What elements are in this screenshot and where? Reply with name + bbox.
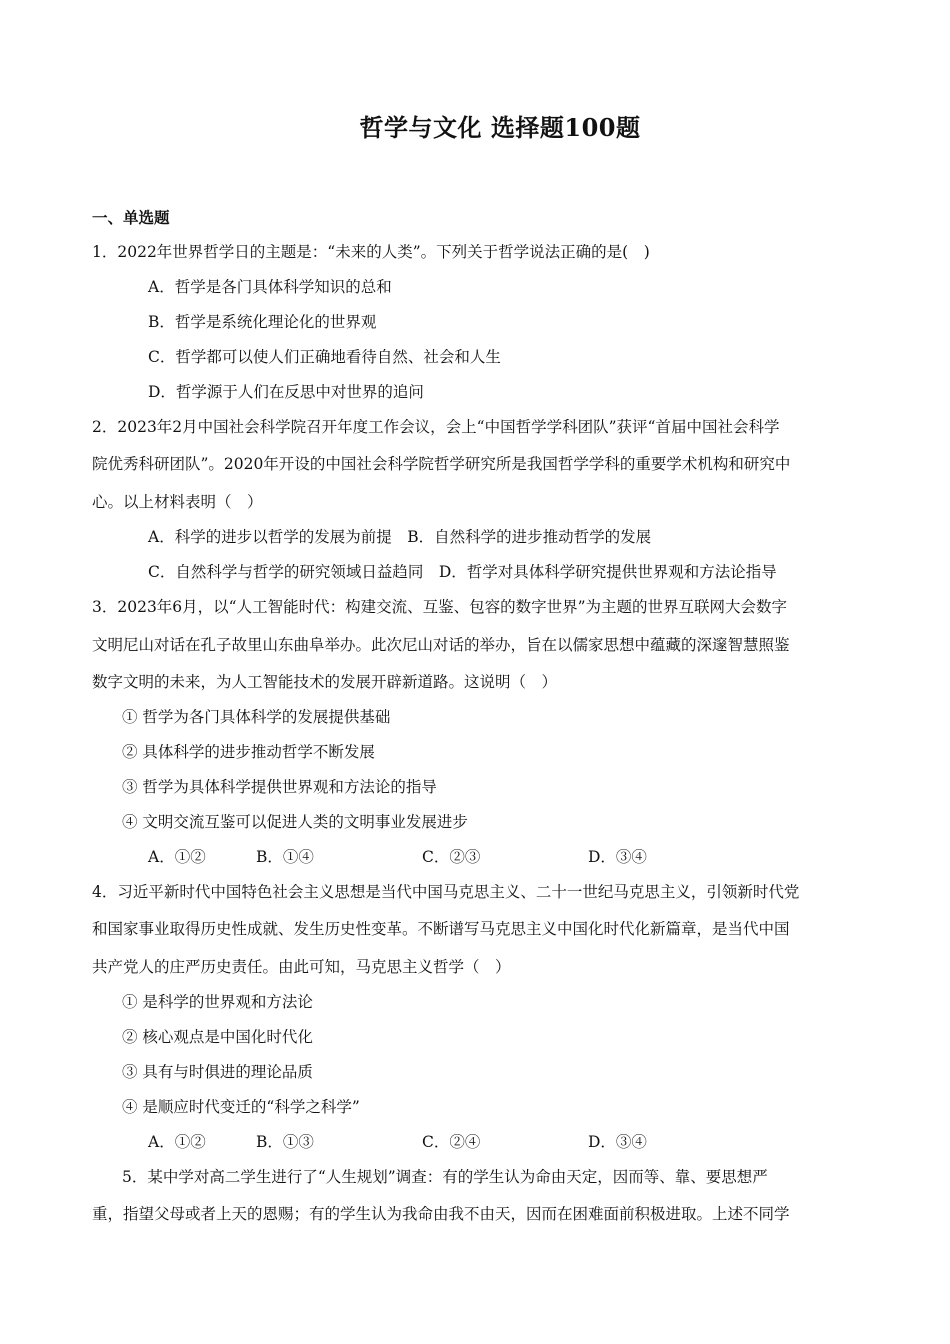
question-3-option-c: C．②③ <box>422 848 481 866</box>
question-1-option-d: D．哲学源于人们在反思中对世界的追问 <box>148 383 424 401</box>
question-2-options-cd: C．自然科学与哲学的研究领域日益趋同 D．哲学对具体科学研究提供世界观和方法论指导 <box>148 563 777 581</box>
section-heading: 一、单选题 <box>92 208 170 227</box>
question-3-option-d: D．③④ <box>588 848 647 866</box>
question-3-statement-2: ② 具体科学的进步推动哲学不断发展 <box>122 743 375 761</box>
question-4-statement-4: ④ 是顺应时代变迁的“科学之科学” <box>122 1098 360 1116</box>
question-2-stem-line-1: 2．2023年2月中国社会科学院召开年度工作会议，会上“中国哲学学科团队”获评“首届中国社会科学 <box>92 418 780 436</box>
question-4-option-a: A．①② <box>148 1133 206 1151</box>
question-4-statement-1: ① 是科学的世界观和方法论 <box>122 993 313 1011</box>
question-1-stem: 1．2022年世界哲学日的主题是：“未来的人类”。下列关于哲学说法正确的是( ) <box>92 243 650 261</box>
question-4-option-d: D．③④ <box>588 1133 647 1151</box>
question-3-statement-3: ③ 哲学为具体科学提供世界观和方法论的指导 <box>122 778 437 796</box>
question-2-stem-line-2: 院优秀科研团队”。2020年开设的中国社会科学院哲学研究所是我国哲学学科的重要学术机构和研究中 <box>92 455 791 473</box>
question-5-stem-line-2: 重，指望父母或者上天的恩赐；有的学生认为我命由我不由天，因而在困难面前积极进取。上述不同学 <box>92 1205 790 1223</box>
question-1-option-b: B．哲学是系统化理论化的世界观 <box>148 313 377 331</box>
question-2-options-ab: A．科学的进步以哲学的发展为前提 B．自然科学的进步推动哲学的发展 <box>148 528 652 546</box>
question-3-option-b: B．①④ <box>256 848 314 866</box>
question-3-option-a: A．①② <box>148 848 206 866</box>
question-3-options <box>148 845 647 867</box>
question-4-stem-line-3: 共产党人的庄严历史责任。由此可知，马克思主义哲学（ ） <box>92 958 511 976</box>
question-2-stem-line-3: 心。以上材料表明（ ） <box>92 493 263 511</box>
question-3-statement-4: ④ 文明交流互鉴可以促进人类的文明事业发展进步 <box>122 813 468 831</box>
question-4-statement-2: ② 核心观点是中国化时代化 <box>122 1028 313 1046</box>
question-3-statement-1: ① 哲学为各门具体科学的发展提供基础 <box>122 708 391 726</box>
question-1-option-a: A．哲学是各门具体科学知识的总和 <box>148 278 392 296</box>
question-4-stem-line-1: 4．习近平新时代中国特色社会主义思想是当代中国马克思主义、二十一世纪马克思主义，引领新时代党 <box>92 883 800 901</box>
question-5-stem-line-1: 5．某中学对高二学生进行了“人生规划”调查：有的学生认为命由天定，因而等、靠、要思想严 <box>122 1168 768 1186</box>
document-title: 哲学与文化 选择题100题 <box>359 113 641 142</box>
question-3-stem-line-2: 文明尼山对话在孔子故里山东曲阜举办。此次尼山对话的举办，旨在以儒家思想中蕴藏的深邃智慧照鉴 <box>92 636 790 654</box>
question-4-option-c: C．②④ <box>422 1133 481 1151</box>
question-1-option-c: C．哲学都可以使人们正确地看待自然、社会和人生 <box>148 348 501 366</box>
question-4-options <box>148 1130 647 1152</box>
question-3-stem-line-3: 数字文明的未来，为人工智能技术的发展开辟新道路。这说明（ ） <box>92 673 558 691</box>
question-4-stem-line-2: 和国家事业取得历史性成就、发生历史性变革。不断谱写马克思主义中国化时代化新篇章，是当代中国 <box>92 920 790 938</box>
question-4-option-b: B．①③ <box>256 1133 314 1151</box>
question-4-statement-3: ③ 具有与时俱进的理论品质 <box>122 1063 313 1081</box>
question-3-stem-line-1: 3．2023年6月，以“人工智能时代：构建交流、互鉴、包容的数字世界”为主题的世界互联网大会数字 <box>92 598 788 616</box>
